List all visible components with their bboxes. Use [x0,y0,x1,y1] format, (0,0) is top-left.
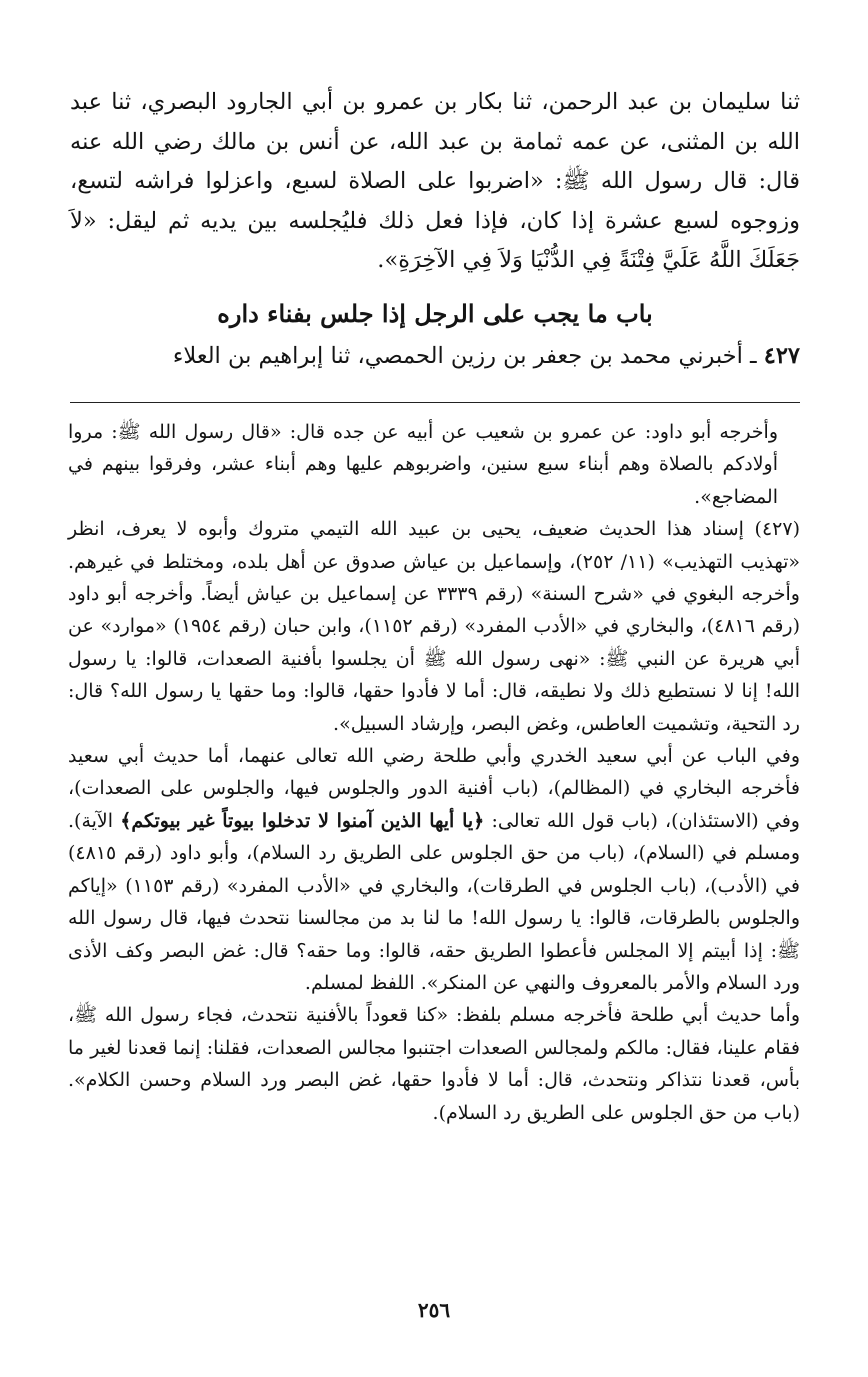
bab-text-part1: وفي الباب عن أبي سعيد الخدري وأبي طلحة رضي الله تعالى عنهما، أما حديث أبي سعيد فأخرجه البخاري في (المظالم)، (باب أفنية الدور والجلوس فيها، والجلوس على الصعدات)، وفي (الاستئذان)، (باب قول الله تعالى: [68,745,800,832]
quran-verse: ﴿يا أيها الذين آمنوا لا تدخلوا بيوتاً غير بيوتكم﴾ [120,809,485,832]
hadith-427-text: ـ أخبرني محمد بن جعفر بن رزين الحمصي، ثنا إبراهيم بن العلاء [172,343,764,369]
footnote-bab-paragraph [68,740,800,999]
hadith-426-text: ثنا سليمان بن عبد الرحمن، ثنا بكار بن عمرو بن أبي الجارود البصري، ثنا عبد الله بن المثنى، عن عمه ثمامة بن عبد الله، عن أنس بن مالك رضي الله عنه قال: قال رسول الله ﷺ: «اضربوا على الصلاة لسبع، واعزلوا فراشه لتسع، وزوجوه لسبع عشرة إذا كان، فإذا فعل ذلك فليُجلسه بين يديه ثم ليقل: «لاَ جَعَلَكَ اللَّهُ عَلَيَّ فِتْنَةً فِي الدُّنْيَا وَلاَ فِي الآخِرَةِ». [70,89,800,273]
footnote-abu-talha: وأما حديث أبي طلحة فأخرجه مسلم بلفظ: «كنا قعوداً بالأفنية نتحدث، فجاء رسول الله ﷺ، فقام علينا، فقال: مالكم ولمجالس الصعدات اجتنبوا مجالس الصعدات، فقلنا: إنما قعدنا لغير ما بأس، قعدنا نتذاكر ونتحدث، قال: أما لا فأدوا حقها، غض البصر ورد السلام وحسن الكلام». (باب من حق الجلوس على الطريق رد السلام). [68,1004,800,1124]
hadith-427-opening [70,336,800,376]
footnote-427: (٤٢٧) إسناد هذا الحديث ضعيف، يحيى بن عبيد الله التيمي متروك وأبوه لا يعرف، انظر «تهذيب التهذيب» (١١/ ٢٥٢)، وإسماعيل بن عياش صدوق عن أهل بلده، ومختلط في غيرهم. وأخرجه البغوي في «شرح السنة» (رقم ٣٣٣٩ عن إسماعيل بن عياش أيضاً. وأخرجه أبو داود (رقم ٤٨١٦)، والبخاري في «الأدب المفرد» (رقم ١١٥٢)، وابن حبان (رقم ١٩٥٤) «موارد» عن أبي هريرة عن النبي ﷺ: «نهى رسول الله ﷺ أن يجلسوا بأفنية الصعدات، قالوا: يا رسول الله! إنا لا نستطيع ذلك ولا نطيقه، قال: أما لا فأدوا حقها، قالوا: وما حقها يا رسول الله؟ قال: رد التحية، وتشميت العاطس، وغض البصر، وإرشاد السبيل». [68,518,801,735]
bab-text-part2: الآية). ومسلم في (السلام)، (باب من حق الجلوس على الطريق رد السلام)، وأبو داود (رقم ٤٨١٥) في (الأدب)، (باب الجلوس في الطرقات)، والبخاري في «الأدب المفرد» (رقم ١١٥٣) «إياكم والجلوس بالطرقات، قالوا: يا رسول الله! ما لنا بد من مجالسنا نتحدث فيها، قال رسول الله ﷺ: إذا أبيتم إلا المجلس فأعطوا الطريق حقه، قالوا: وما حقه؟ قال: غض البصر وكف الأذى ورد السلام والأمر بالمعروف والنهي عن المنكر». اللفظ لمسلم. [68,809,800,994]
footnotes [68,416,800,1129]
footnote-separator [70,402,800,403]
page-number: ٢٥٦ [417,1298,451,1322]
main-text [70,83,800,281]
footnote-426-tail: وأخرجه أبو داود: عن عمرو بن شعيب عن أبيه عن جده قال: «قال رسول الله ﷺ: مروا أولادكم بالصلاة وهم أبناء سبع سنين، واضربوهم عليها وهم أبناء عشر، وفرقوا بينهم في المضاجع». [68,421,778,508]
chapter-heading: باب ما يجب على الرجل إذا جلس بفناء داره [217,299,653,328]
hadith-number: ٤٢٧ [763,343,800,369]
